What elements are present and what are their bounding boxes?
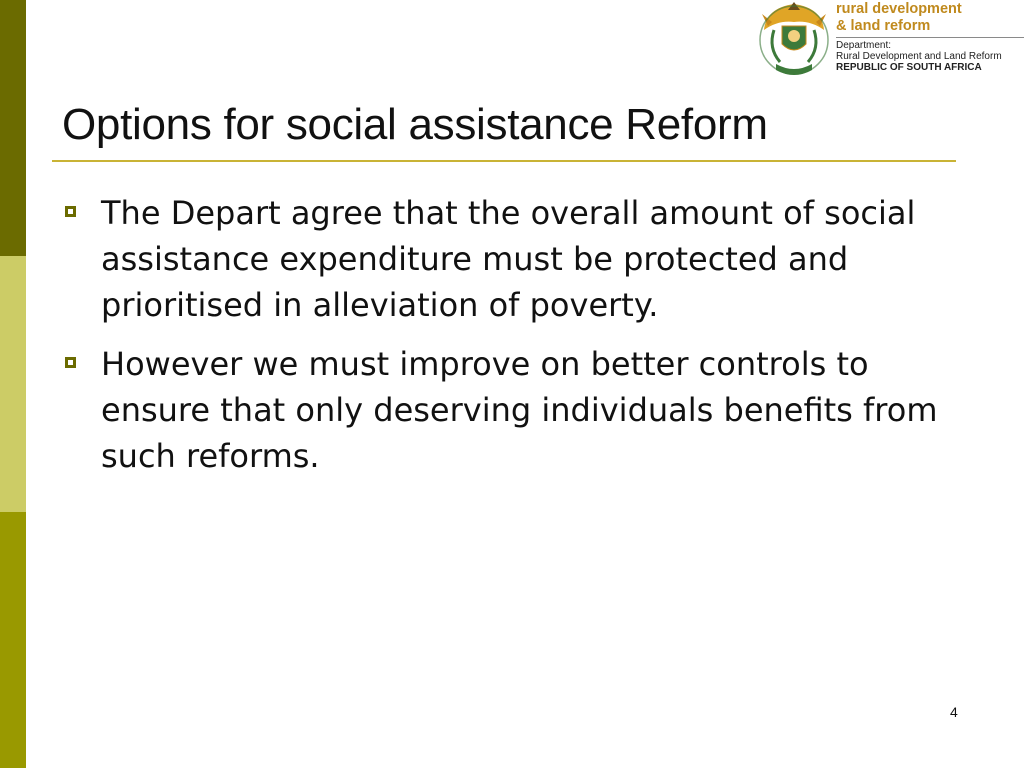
- title-divider: [52, 160, 956, 162]
- list-item: [62, 341, 962, 479]
- square-bullet-icon: [65, 206, 76, 217]
- department-full-name: Rural Development and Land Reform: [836, 51, 1002, 62]
- department-details: [836, 40, 1002, 73]
- department-name: [836, 1, 962, 35]
- logo-divider: [836, 37, 1024, 38]
- side-bar-segment-light: [0, 256, 26, 512]
- slide-title: Options for social assistance Reform: [62, 100, 768, 149]
- bullet-list: [62, 190, 962, 492]
- bullet-text: The Depart agree that the overall amount of social assistance expenditure must be protected and prioritised in alleviation of poverty.: [101, 194, 916, 324]
- department-label: Department:: [836, 40, 892, 51]
- department-name-line1: rural development: [836, 1, 962, 17]
- department-name-line2: & land reform: [836, 18, 931, 34]
- list-item: [62, 190, 962, 328]
- page-number: 4: [950, 704, 958, 720]
- bullet-text: However we must improve on better controls to ensure that only deserving individuals benefits from such reforms.: [101, 345, 938, 475]
- department-logo: [756, 0, 1024, 82]
- side-bar: [0, 0, 26, 768]
- coat-of-arms-icon: [758, 0, 830, 80]
- square-bullet-icon: [65, 357, 76, 368]
- side-bar-segment-mid: [0, 512, 26, 768]
- country-name: REPUBLIC OF SOUTH AFRICA: [836, 62, 982, 73]
- side-bar-segment-dark: [0, 0, 26, 256]
